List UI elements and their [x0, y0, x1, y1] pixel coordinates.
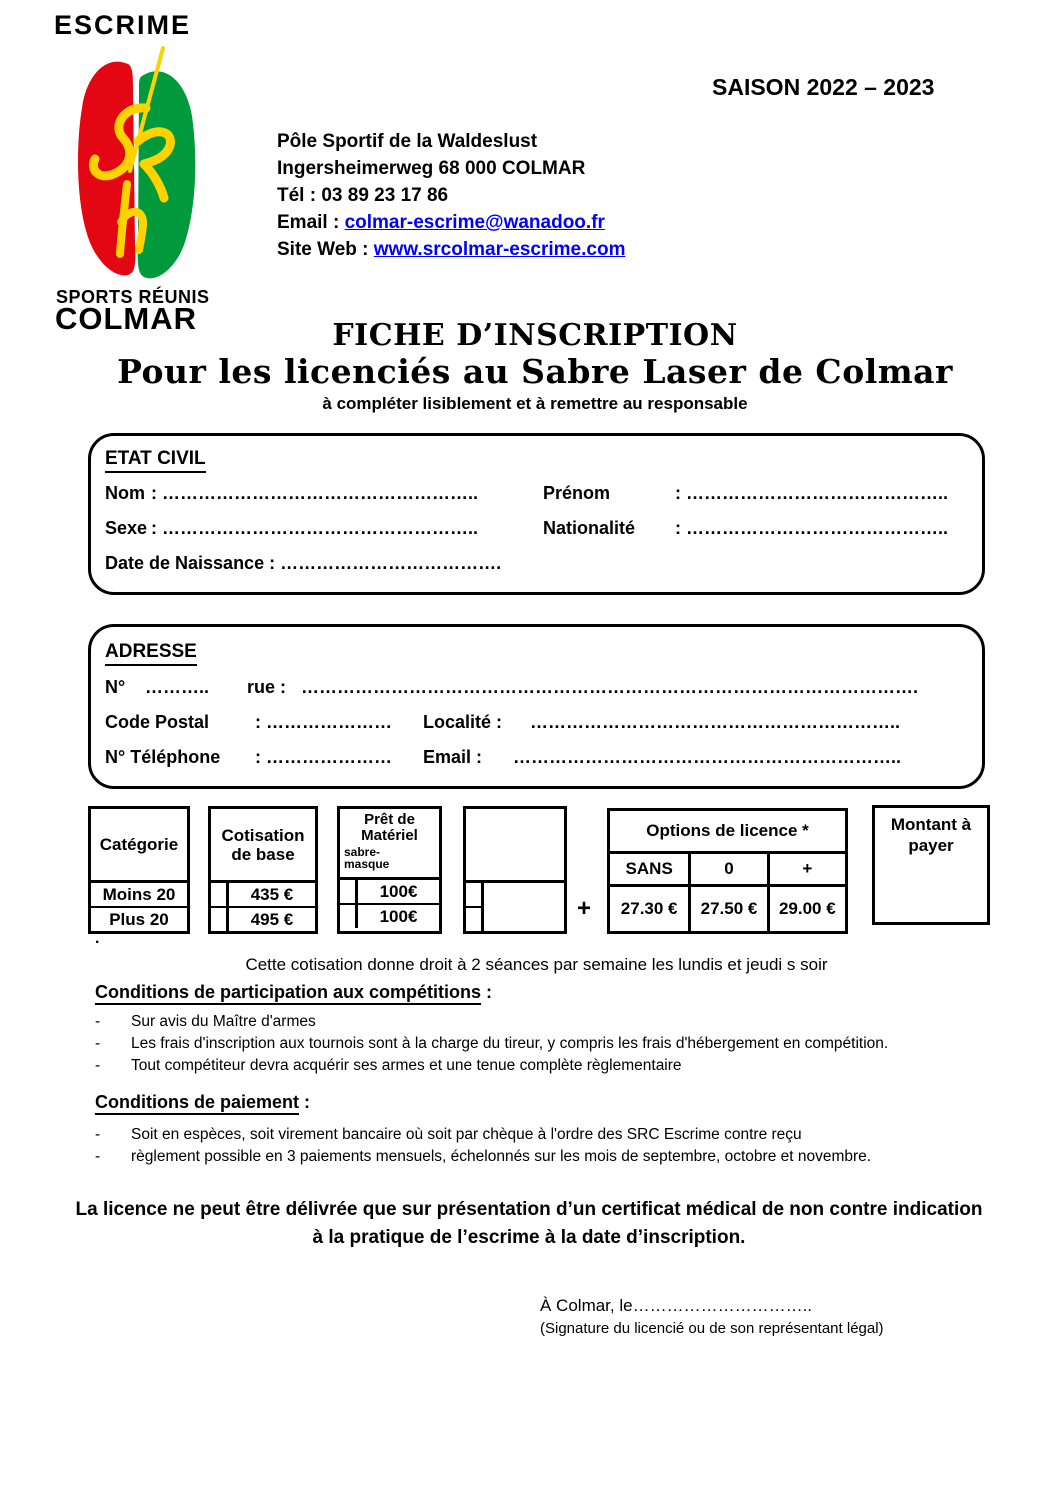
nationalite-blank: : …………………………………….. — [675, 518, 948, 538]
code-postal-field — [105, 712, 965, 733]
cotisation-row-1: 435 € — [211, 883, 315, 906]
logo-colmar-text: COLMAR — [55, 301, 198, 336]
form-subtitle-line: Pour les licenciés au Sabre Laser de Colmar — [117, 352, 953, 391]
etat-civil-heading: ETAT CIVIL — [105, 448, 206, 473]
date-naissance-blank: ………………………………. — [280, 553, 502, 573]
website-label: Site Web : — [277, 239, 374, 260]
telephone-field — [105, 747, 965, 768]
categorie-row-plus20: Plus 20 — [91, 906, 187, 931]
rue-field — [105, 677, 965, 698]
blank-checkbox-column[interactable] — [466, 883, 484, 931]
paiement-item-2: - règlement possible en 3 paiements mensuels, échelonnés sur les mois de septembre, octobre et novembre. — [95, 1148, 872, 1165]
pret-checkbox-1[interactable] — [340, 880, 358, 903]
contact-web-line — [277, 236, 625, 263]
categorie-header: Catégorie — [91, 809, 187, 883]
email-blank: ……………………………………………………….. — [513, 747, 902, 767]
participation-item-1: - Sur avis du Maître d'armes — [95, 1013, 316, 1030]
rue-label: rue : — [247, 677, 287, 697]
logo-green-shape — [138, 71, 196, 278]
categorie-row-moins20: Moins 20 — [102, 884, 176, 904]
pret-row-2: 100€ — [340, 903, 439, 928]
email-link[interactable]: colmar-escrime@wanadoo.fr — [344, 212, 605, 233]
nationalite-label: Nationalité — [543, 518, 636, 538]
cotisation-checkbox-1[interactable] — [211, 883, 229, 906]
bullet-dash: - — [95, 1035, 101, 1052]
heading-colon: : — [481, 982, 493, 1002]
paiement-item-1: - Soit en espèces, soit virement bancaire où soit par chèque à l'ordre des SRC Escrime contre reçu — [95, 1126, 802, 1143]
cotisation-note: Cette cotisation donne droit à 2 séances par semaine les lundis et jeudi s soir — [245, 955, 828, 974]
numero-label: N° — [105, 677, 126, 697]
code-postal-blank: : ………………… — [255, 712, 392, 732]
participation-item-3: - Tout compétiteur devra acquérir ses armes et une tenue complète règlementaire — [95, 1057, 682, 1074]
nom-field — [105, 483, 478, 504]
contact-email-line — [277, 209, 625, 236]
telephone-blank: : ………………… — [255, 747, 392, 767]
pret-materiel-table — [337, 806, 442, 934]
cotisation-row-2: 495 € — [211, 906, 315, 931]
localite-label: Localité : — [423, 712, 503, 732]
nom-blank: : …………………………………………….. — [151, 483, 478, 503]
pret-checkbox-2[interactable] — [340, 905, 358, 928]
option-zero-price: 27.50 € — [688, 887, 766, 931]
pricing-tables — [88, 805, 990, 939]
participation-heading: Conditions de participation aux compétitions : — [95, 982, 492, 1003]
bullet-dash: - — [95, 1057, 101, 1074]
options-licence-table — [607, 808, 848, 934]
stray-period: . — [95, 930, 100, 947]
blank-value-cell — [484, 883, 564, 931]
adresse-section — [88, 624, 985, 789]
pret-row-1: 100€ — [340, 880, 439, 903]
nationalite-field — [543, 518, 948, 539]
pret-materiel-header — [340, 809, 439, 880]
option-plus-label: + — [767, 854, 845, 884]
form-title: FICHE D’INSCRIPTION — [332, 318, 738, 353]
date-naissance-field — [105, 553, 501, 574]
contact-venue: Pôle Sportif de la Waldeslust — [277, 131, 538, 152]
contact-phone: Tél : 03 89 23 17 86 — [277, 185, 449, 206]
form-instructions: à compléter lisiblement et à remettre au responsable — [322, 394, 748, 413]
rue-blank: …………………………………………………………………………………………. — [301, 677, 919, 697]
participation-item-2: - Les frais d'inscription aux tournois sont à la charge du tireur, y compris les frais d'hébergement en compétition. — [95, 1035, 889, 1052]
email-field-label: Email : — [423, 747, 483, 767]
bullet-dash: - — [95, 1013, 101, 1030]
sexe-label: Sexe — [105, 518, 148, 538]
prenom-blank: : …………………………………….. — [675, 483, 948, 503]
option-plus-price: 29.00 € — [767, 887, 845, 931]
signature-date-line: À Colmar, le………………………….. — [540, 1296, 813, 1315]
paiement-heading: Conditions de paiement : — [95, 1092, 310, 1113]
option-zero-label: 0 — [688, 854, 766, 884]
prenom-field — [543, 483, 948, 504]
signature-caption: (Signature du licencié ou de son représentant légal) — [540, 1320, 884, 1337]
montant-a-payer-box: Montant à payer — [872, 805, 990, 925]
medical-certificate-notice: La licence ne peut être délivrée que sur présentation d’un certificat médical de non contre indication à la pratique de l’escrime à la date d’inscription. — [75, 1199, 983, 1248]
nom-label: Nom — [105, 483, 145, 503]
email-label: Email : — [277, 212, 345, 233]
sexe-field — [105, 518, 478, 539]
code-postal-label: Code Postal — [105, 712, 210, 732]
blank-table-header — [466, 809, 564, 883]
bullet-dash: - — [95, 1148, 101, 1165]
season-label: SAISON 2022 – 2023 — [712, 74, 935, 100]
numero-blank: ……….. — [145, 677, 210, 697]
blank-table-rows — [466, 883, 564, 931]
plus-sign: + — [577, 895, 592, 922]
prenom-label: Prénom — [543, 483, 611, 503]
cotisation-table — [208, 806, 318, 934]
bullet-dash: - — [95, 1126, 101, 1143]
club-contact-block — [277, 128, 625, 263]
adresse-heading: ADRESSE — [105, 641, 197, 666]
website-link[interactable]: www.srcolmar-escrime.com — [373, 239, 626, 260]
logo-escrime-text: ESCRIME — [54, 10, 192, 40]
options-licence-values — [610, 887, 845, 931]
blank-table — [463, 806, 567, 934]
date-naissance-label: Date de Naissance : — [105, 553, 276, 573]
localite-blank: …………………………………………………….. — [530, 712, 901, 732]
options-licence-columns — [610, 854, 845, 887]
cotisation-header: Cotisation de base — [211, 809, 315, 883]
categorie-table — [88, 806, 190, 934]
option-sans-label: SANS — [625, 859, 673, 878]
cotisation-checkbox-2[interactable] — [211, 908, 229, 931]
option-sans-price: 27.30 € — [620, 899, 678, 918]
heading-colon: : — [299, 1092, 311, 1112]
etat-civil-section — [88, 433, 985, 595]
club-logo-icon — [66, 46, 206, 291]
options-licence-header: Options de licence * — [610, 811, 845, 854]
pret-materiel-subtitle: sabre-masque — [344, 845, 390, 871]
logo-sports-reunis-text: SPORTS RÉUNIS — [56, 287, 210, 307]
sexe-blank: : …………………………………………….. — [151, 518, 478, 538]
telephone-label: N° Téléphone — [105, 747, 221, 767]
pret-materiel-title: Prêt de Matériel — [361, 811, 418, 844]
contact-address: Ingersheimerweg 68 000 COLMAR — [277, 158, 586, 179]
